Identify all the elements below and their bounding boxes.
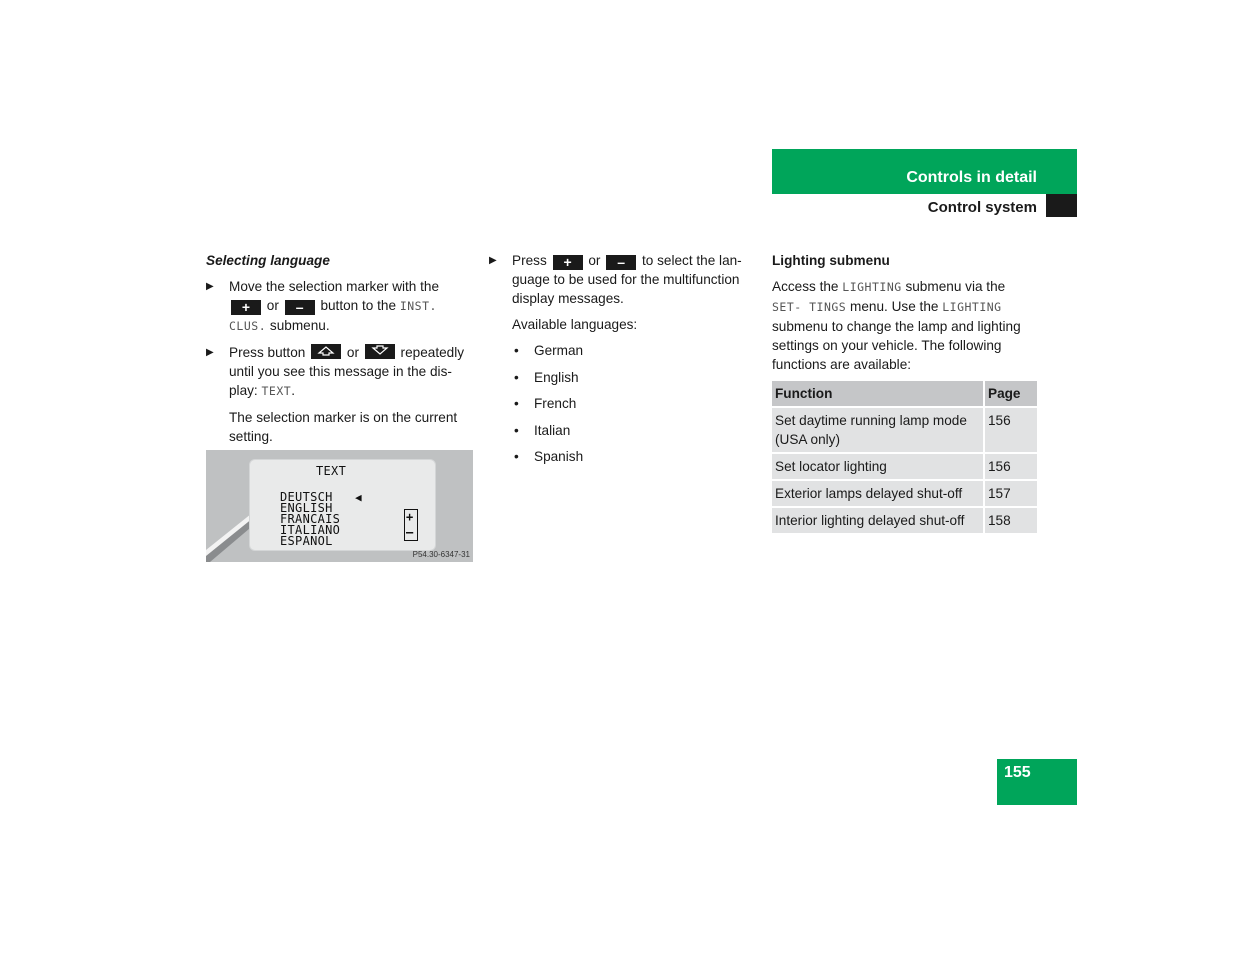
- table-header-row: [772, 381, 1037, 406]
- selection-marker-icon: ◀: [355, 491, 362, 504]
- menu-name-inst-clus: INST. CLUS.: [229, 299, 437, 333]
- figure-code: P54.30-6347-31: [412, 550, 470, 559]
- step-arrow-icon: ▶: [489, 255, 497, 266]
- up-button-icon: [311, 344, 341, 359]
- list-item: • Spanish: [514, 449, 584, 464]
- bullet-icon: •: [514, 343, 519, 358]
- screen-lang-0: DEUTSCH: [280, 490, 333, 504]
- list-item: • Italian: [514, 422, 571, 438]
- display-message-text: TEXT: [261, 384, 292, 398]
- step-arrow-icon: ▶: [206, 347, 214, 358]
- table-row: Set locator lighting 156: [772, 452, 1037, 479]
- header-section-bar: [772, 149, 1077, 194]
- step-press-button: ▶ Press button or repeatedly until you see this message in the dis- play: TEXT.: [206, 345, 465, 398]
- list-item: • English: [514, 369, 579, 385]
- plus-button-icon: +: [553, 255, 583, 270]
- header-marker-block: [1046, 194, 1077, 217]
- column-lighting-submenu: [772, 251, 1037, 382]
- table-row: Set daytime running lamp mode (USA only) 156: [772, 406, 1037, 452]
- screen-lang-1: ENGLISH: [280, 501, 333, 515]
- down-button-icon: [365, 344, 395, 359]
- list-item: • French: [514, 396, 577, 411]
- plus-minus-indicator: + –: [404, 509, 418, 541]
- minus-button-icon: –: [285, 300, 315, 315]
- step-press-plus-minus: ▶ Press + or – to select the lan- guage to be used for the multifunction display messages.: [489, 253, 742, 306]
- bullet-icon: •: [514, 449, 519, 464]
- lighting-intro: Access the LIGHTING submenu via the SET- TINGS menu. Use the LIGHTING submenu to change the lamp and lighting settings on your vehicle. The following functions are available:: [772, 279, 1021, 372]
- page-number: 155: [1004, 764, 1031, 781]
- available-languages-label: Available languages:: [512, 317, 638, 332]
- page-number-tab: [997, 759, 1077, 805]
- bullet-icon: •: [514, 422, 519, 438]
- heading-lighting-submenu: Lighting submenu: [772, 253, 890, 268]
- screen-lang-3: ITALIANO: [280, 523, 341, 537]
- subsection-title: Control system: [927, 199, 1037, 216]
- display-illustration: [206, 450, 473, 562]
- table-row: Exterior lamps delayed shut-off 157: [772, 479, 1037, 506]
- column-header-page: Page: [983, 381, 1037, 406]
- bullet-icon: •: [514, 369, 519, 385]
- column-header-function: Function: [772, 381, 983, 406]
- step-arrow-icon: ▶: [206, 281, 214, 292]
- table-row: Interior lighting delayed shut-off 158: [772, 506, 1037, 533]
- bullet-icon: •: [514, 396, 519, 411]
- heading-selecting-language: Selecting language: [206, 253, 330, 268]
- step-move-marker: ▶ Move the selection marker with the + or – button to the INST. CLUS. submenu.: [206, 279, 440, 333]
- display-screen: [249, 459, 436, 551]
- language-list: [512, 341, 754, 466]
- column-selecting-language: [206, 251, 473, 453]
- list-item: • German: [514, 343, 584, 358]
- section-title: Controls in detail: [906, 169, 1037, 186]
- lighting-functions-table: [772, 381, 1037, 533]
- column-select-language-steps: [489, 251, 754, 474]
- screen-title: TEXT: [316, 464, 347, 478]
- screen-lang-4: ESPANOL: [280, 534, 333, 548]
- plus-button-icon: +: [231, 300, 261, 315]
- selection-note: The selection marker is on the current setting.: [229, 410, 458, 444]
- screen-lang-2: FRANCAIS: [280, 512, 341, 526]
- minus-button-icon: –: [606, 255, 636, 270]
